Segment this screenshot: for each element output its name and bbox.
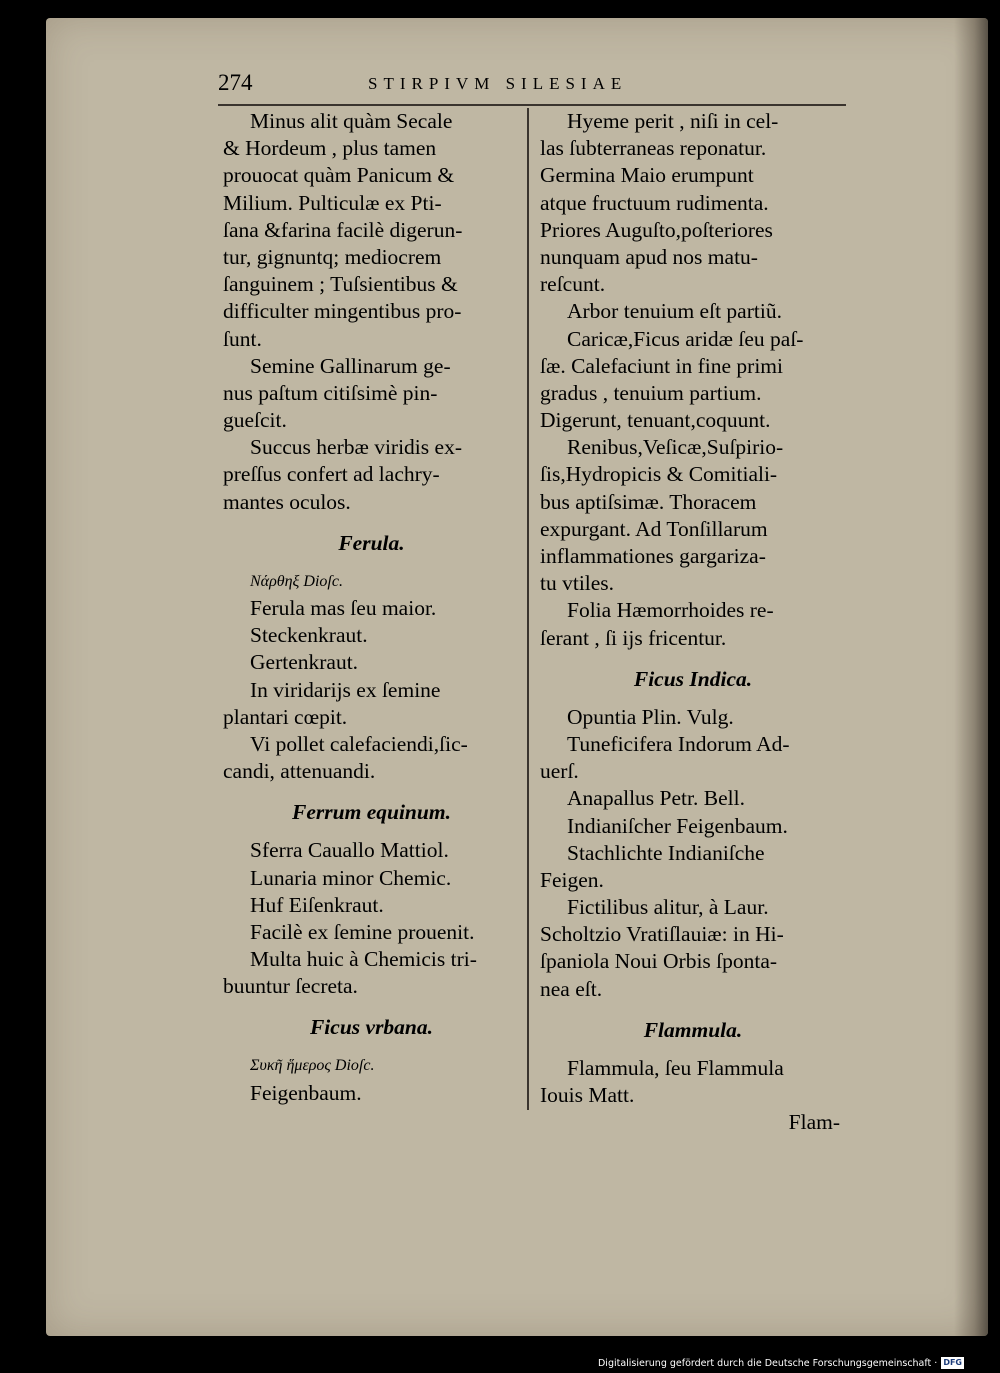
text-line: ſpaniola Noui Orbis ſponta- <box>540 949 778 974</box>
text-line: Priores Auguſto,poſteriores <box>540 217 773 242</box>
dfg-logo: DFG <box>943 1358 962 1367</box>
text-line: Νάρθηξ Dioſc. <box>250 572 343 590</box>
header-rule <box>218 104 846 106</box>
text-line: Caricæ,Ficus aridæ ſeu paſ- <box>567 326 804 351</box>
text-line: gueſcit. <box>223 408 287 433</box>
text-line: Arbor tenuium eſt partiũ. <box>567 299 782 324</box>
text-line: Anapallus Petr. Bell. <box>567 786 745 811</box>
text-line: expurgant. Ad Tonſillarum <box>540 516 768 541</box>
text-line: Ferula mas ſeu maior. <box>250 596 437 620</box>
text-line: nus paſtum citiſsimè pin- <box>223 380 438 405</box>
text-line: Iouis Matt. <box>540 1083 635 1107</box>
text-line: Gertenkraut. <box>250 650 359 675</box>
credit-text: Digitalisierung gefördert durch die Deutsche Forschungsgemeinschaft · <box>597 1357 938 1369</box>
text-line: Germina Maio erumpunt <box>540 163 754 188</box>
text-line: difficulter mingentibus pro- <box>223 299 462 324</box>
text-line: atque fructuum rudimenta. <box>540 190 769 215</box>
text-line: buuntur ſecreta. <box>223 974 358 999</box>
text-line: gradus , tenuium partium. <box>540 380 762 405</box>
right-column <box>540 108 846 1136</box>
text-line: candi, attenuandi. <box>223 759 376 784</box>
text-line: Hyeme perit , niſi in cel- <box>567 109 779 133</box>
text-line: ſæ. Calefaciunt in fine primi <box>540 353 784 378</box>
text-line: Opuntia Plin. Vulg. <box>567 704 734 729</box>
text-line: Folia Hæmorrhoides re- <box>567 598 774 623</box>
page-number: 274 <box>218 70 253 95</box>
text-line: In viridarijs ex ſemine <box>250 677 441 702</box>
entry-heading: Flammula. <box>643 1017 743 1042</box>
digitization-credit <box>598 1356 964 1370</box>
text-line: uerſ. <box>540 759 579 784</box>
text-line: plantari cœpit. <box>223 704 348 729</box>
text-line: Συκῆ ἥμερος Dioſc. <box>250 1057 375 1075</box>
page-edge-shadow <box>954 18 988 1336</box>
column-divider <box>527 108 529 1110</box>
text-line: Feigen. <box>540 867 604 892</box>
text-line: Stachlichte Indianiſche <box>567 840 765 865</box>
text-line: tu vtiles. <box>540 571 615 596</box>
entry-heading: Ferula. <box>338 530 405 555</box>
text-line: Minus alit quàm Secale <box>250 109 453 133</box>
catchword: Flam- <box>788 1110 840 1135</box>
text-line: Scholtzio Vratiſlauiæ: in Hi- <box>540 922 784 947</box>
running-title: STIRPIVM SILESIAE <box>368 74 628 93</box>
text-line: ſerant , ſi ijs fricentur. <box>540 625 727 650</box>
entry-heading: Ficus vrbana. <box>309 1015 434 1040</box>
text-line: & Hordeum , plus tamen <box>223 136 437 161</box>
text-line: preſſus confert ad lachry- <box>223 462 440 487</box>
text-line: tur, gignuntq; mediocrem <box>223 244 442 269</box>
text-line: Vi pollet calefaciendi,ſic- <box>250 731 468 756</box>
page-header <box>218 70 858 100</box>
text-line: ſanguinem ; Tuſsientibus & <box>223 272 458 297</box>
entry-heading: Ficus Indica. <box>633 666 753 691</box>
text-line: Flammula, ſeu Flammula <box>567 1055 784 1080</box>
text-line: Lunaria minor Chemic. <box>250 865 452 890</box>
text-line: Indianiſcher Feigenbaum. <box>567 813 788 838</box>
text-line: Huf Eiſenkraut. <box>250 892 384 917</box>
text-line: Semine Gallinarum ge- <box>250 353 451 378</box>
text-line: Steckenkraut. <box>250 623 368 648</box>
text-line: Feigenbaum. <box>250 1080 362 1105</box>
text-line: Multa huic à Chemicis tri- <box>250 947 477 972</box>
text-line: Tuneficifera Indorum Ad- <box>567 731 790 756</box>
text-line: ſunt. <box>223 326 262 351</box>
text-line: nunquam apud nos matu- <box>540 244 758 269</box>
text-line: Renibus,Veſicæ,Suſpirio- <box>567 435 784 460</box>
text-line: las ſubterraneas reponatur. <box>540 136 767 161</box>
left-column <box>223 108 520 1107</box>
text-line: Fictilibus alitur, à Laur. <box>567 895 769 920</box>
text-line: mantes oculos. <box>223 489 351 514</box>
text-line: Sferra Cauallo Mattiol. <box>250 838 449 863</box>
text-line: prouocat quàm Panicum & <box>223 163 455 188</box>
text-line: nea eſt. <box>540 976 603 1001</box>
text-line: ſana &farina facilè digerun- <box>223 217 463 242</box>
text-line: Succus herbæ viridis ex- <box>250 435 462 460</box>
text-line: Milium. Pulticulæ ex Pti- <box>223 190 442 215</box>
text-line: Digerunt, tenuant,coquunt. <box>540 408 771 433</box>
text-line: reſcunt. <box>540 272 606 297</box>
text-line: ſis,Hydropicis & Comitiali- <box>540 462 778 487</box>
entry-heading: Ferrum equinum. <box>292 800 451 825</box>
text-line: bus aptiſsimæ. Thoracem <box>540 489 757 514</box>
text-line: inflammationes gargariza- <box>540 544 766 568</box>
text-line: Facilè ex ſemine prouenit. <box>250 919 475 944</box>
